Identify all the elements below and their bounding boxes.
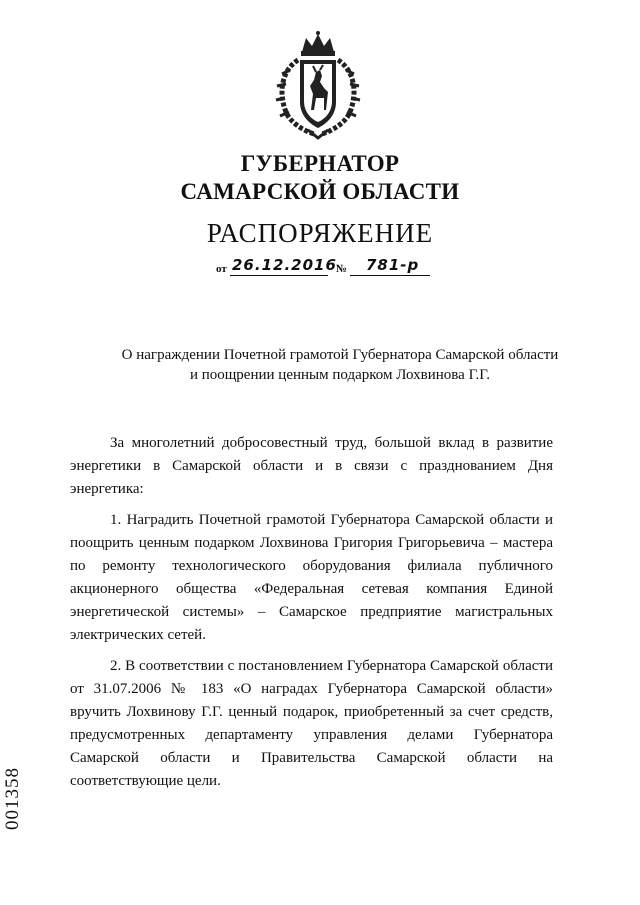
- governor-title-line2: САМАРСКОЙ ОБЛАСТИ: [180, 179, 460, 204]
- number-prefix: №: [336, 263, 348, 275]
- document-type: РАСПОРЯЖЕНИЕ: [206, 218, 434, 248]
- body-item-2: 2. В соответствии с постановлением Губернатора Самарской области от 31.07.2006 № 183 «О наградах Губернатора Самарской области» вручить Лохвинову Г.Г. ценный подарок, приобретенный за счет средств, предусмотренных департаменту управления делами Губернатора Самарской области и Правительства Самарской области на соответствующие цели.: [70, 658, 553, 789]
- subject-line2: и поощрении ценным подарком Лохвинова Г.Г.: [189, 367, 491, 383]
- body-preamble: За многолетний добросовестный труд, большой вклад в развитие энергетики в Самарской области и в связи с празднованием Дня энергетика:: [70, 435, 553, 497]
- governor-title-line1: ГУБЕРНАТОР: [240, 151, 400, 176]
- number-value: 781-р: [366, 256, 420, 274]
- date-underline: [230, 275, 328, 276]
- number-underline: [350, 275, 430, 276]
- side-serial-number: 001358: [2, 767, 23, 830]
- document-body: [70, 432, 553, 793]
- subject-line1: О награждении Почетной грамотой Губернатора Самарской области: [121, 347, 559, 363]
- coat-of-arms-emblem: [268, 30, 368, 140]
- date-prefix: от: [216, 263, 227, 275]
- date-value: 26.12.2016: [232, 256, 337, 274]
- date-number-line: [216, 258, 436, 278]
- body-item-1: 1. Наградить Почетной грамотой Губернатора Самарской области и поощрить ценным подарком Лохвинова Григория Григорьевича – мастера по ремонту технологического оборудования филиала публичного акционерного общества «Федеральная сетевая компания Единой энергетической системы» – Самарское предприятие магистральных электрических сетей.: [70, 512, 553, 643]
